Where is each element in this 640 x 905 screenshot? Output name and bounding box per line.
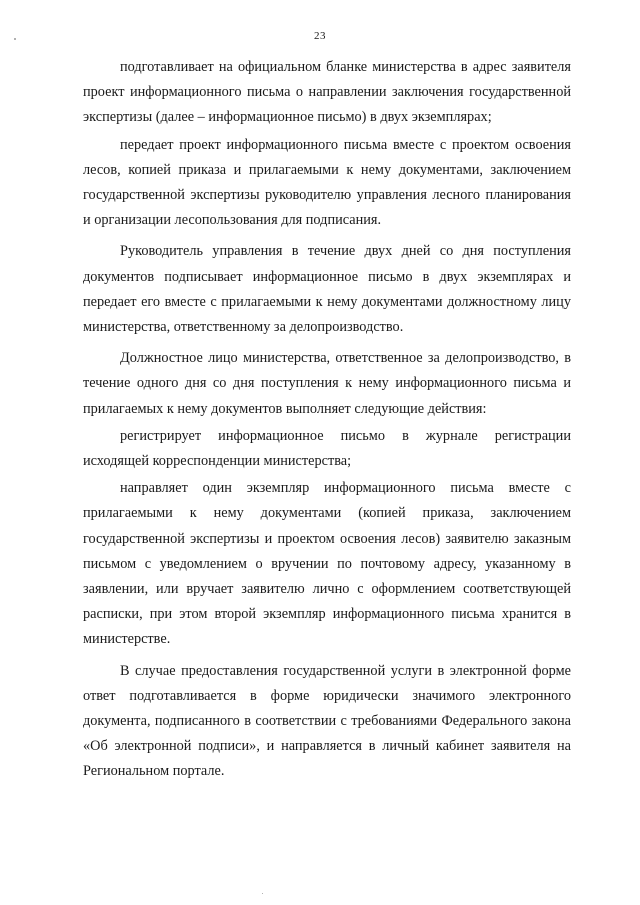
- scan-speck: [14, 38, 16, 40]
- paragraph-head-signs-letter: Руководитель управления в течение двух дней со дня поступления документов подписывает информационное письмо в двух экземплярах и передает его вместе с прилагаемыми к нему документами должностному лицу министерства, ответственному за делопроизводство.: [83, 243, 571, 336]
- document-body: [83, 55, 571, 785]
- paragraph-register-letter: регистрирует информационное письмо в журнале регистрации исходящей корреспонденции министерства;: [83, 427, 571, 470]
- paragraph-electronic-form: В случае предоставления государственной услуги в электронной форме ответ подготавливается в форме юридически значимого электронного документа, подписанного в соответствии с требованиями Федерального закона «Об электронной подписи», и направляется в личный кабинет заявителя на Региональном портале.: [83, 662, 571, 780]
- paragraph-send-copy: направляет один экземпляр информационного письма вместе с прилагаемыми к нему документами (копией приказа, заключением государственной экспертизы и проектом освоения лесов) заявителю заказным письмом с уведомлением о вручении по почтовому адресу, указанному в заявлении, или вручает заявителю лично с оформлением соответствующей расписки, при этом второй экземпляр информационного письма хранится в министерстве.: [83, 480, 571, 648]
- paragraph-pass-draft-for-signing: передает проект информационного письма вместе с проектом освоения лесов, копией приказа и прилагаемыми к нему документами, заключением государственной экспертизы руководителю управления лесного планирования и организации лесопользования для подписания.: [83, 136, 571, 229]
- scan-speck: [262, 893, 263, 894]
- paragraph-prepare-draft-letter: подготавливает на официальном бланке министерства в адрес заявителя проект информационного письма о направлении заключения государственной экспертизы (далее – информационное письмо) в двух экземплярах;: [83, 59, 571, 126]
- page-number: 23: [314, 30, 326, 42]
- paragraph-official-actions: Должностное лицо министерства, ответственное за делопроизводство, в течение одного дня со дня поступления к нему информационного письма и прилагаемых к нему документов выполняет следующие действия:: [83, 350, 571, 417]
